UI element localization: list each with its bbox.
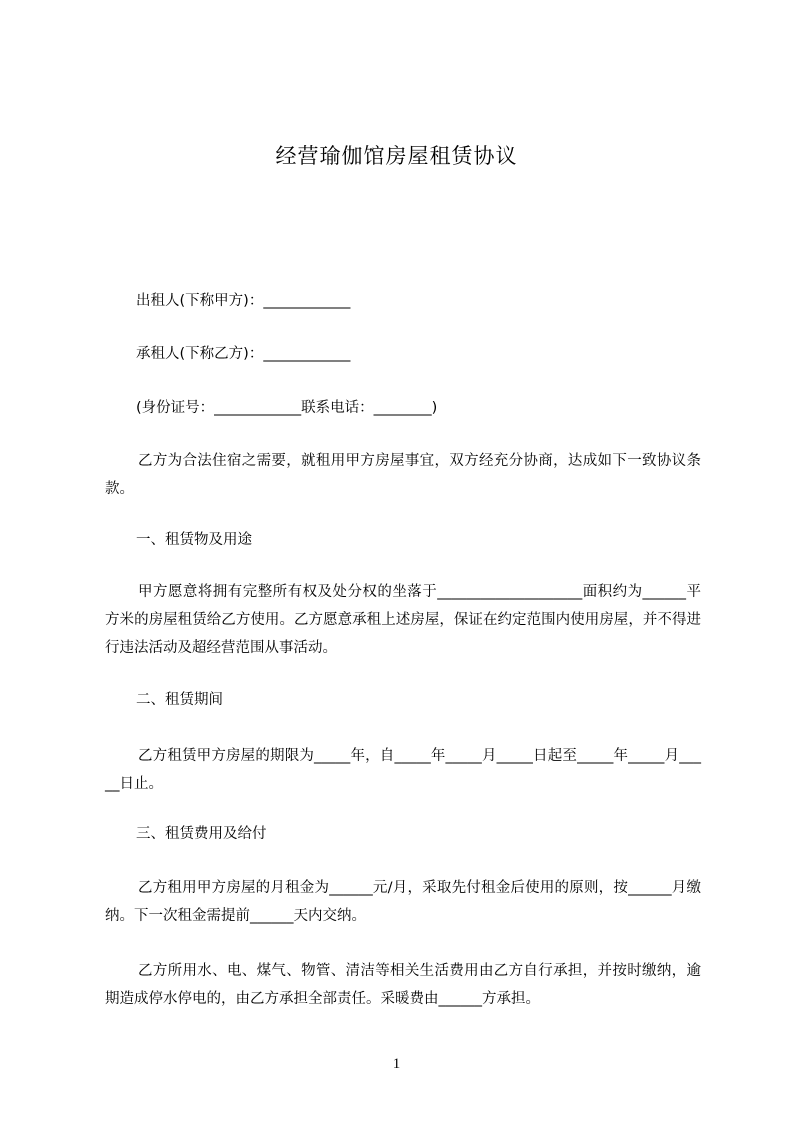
section-1-paragraph: 甲方愿意将拥有完整所有权及处分权的坐落于____________________面积约为______平方米的房屋租赁给乙方使用。乙方愿意承租上述房屋，保证在约定范围内使用房屋，并不得进行违法活动及超经营范围从事活动。 bbox=[105, 584, 701, 656]
contact-line: (身份证号：____________联系电话：________) bbox=[136, 400, 438, 416]
section-1-heading: 一、租赁物及用途 bbox=[136, 532, 252, 548]
section-2-heading: 二、租赁期间 bbox=[136, 692, 223, 708]
section-3-paragraph-rent: 乙方租用甲方房屋的月租金为______元/月，采取先付租金后使用的原则，按______月缴纳。下一次租金需提前______天内交纳。 bbox=[105, 880, 701, 924]
lessee-line: 承租人(下称乙方)：____________ bbox=[136, 346, 351, 362]
lessor-line: 出租人(下称甲方)：____________ bbox=[136, 293, 351, 309]
section-2-paragraph: 乙方租赁甲方房屋的期限为_____年，自_____年_____月_____日起至_____年_____月_____日止。 bbox=[105, 748, 701, 792]
preamble-paragraph: 乙方为合法住宿之需要，就租用甲方房屋事宜，双方经充分协商，达成如下一致协议条款。 bbox=[105, 453, 701, 497]
document-title: 经营瑜伽馆房屋租赁协议 bbox=[275, 144, 518, 168]
section-3-heading: 三、租赁费用及给付 bbox=[136, 826, 267, 842]
section-3-paragraph-utilities: 乙方所用水、电、煤气、物管、清洁等相关生活费用由乙方自行承担，并按时缴纳，逾期造成停水停电的，由乙方承担全部责任。采暖费由______方承担。 bbox=[105, 963, 701, 1007]
page-number: 1 bbox=[392, 1056, 401, 1072]
